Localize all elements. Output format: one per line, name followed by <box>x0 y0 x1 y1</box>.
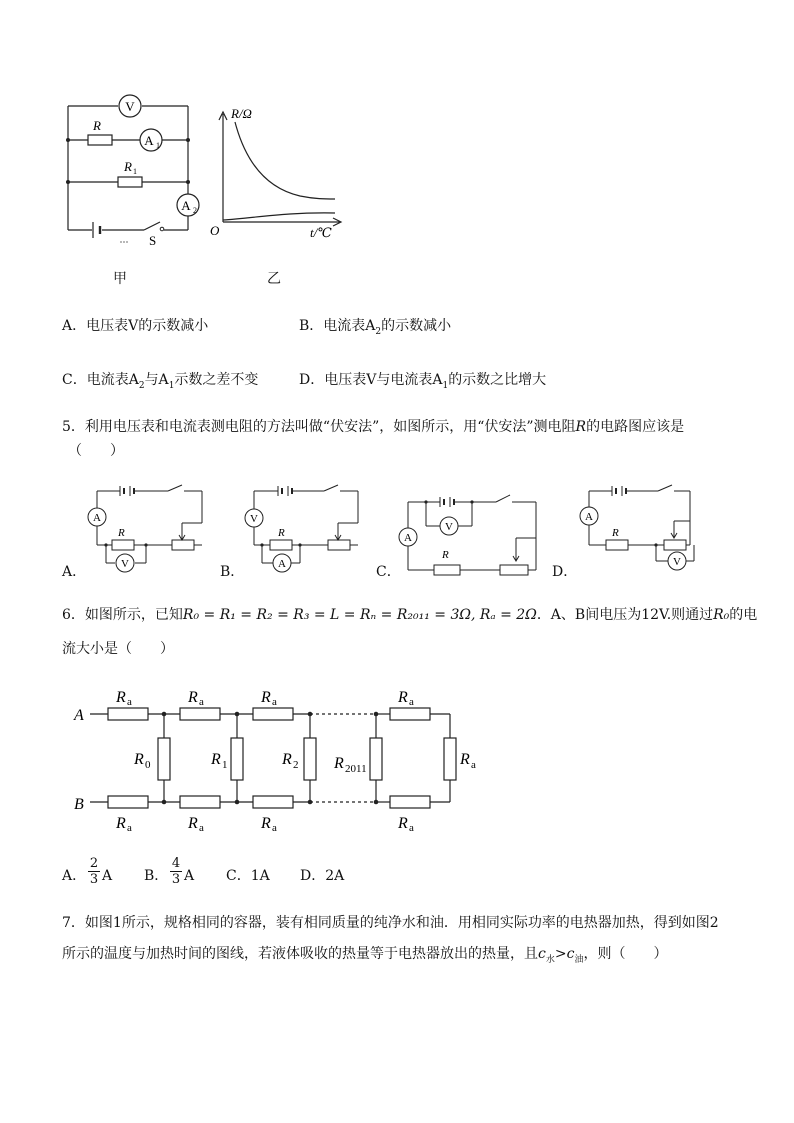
q4-option-b: B．电流表$A_2$的示数减小 <box>299 318 452 337</box>
q6-option-c: C．1A <box>226 868 270 884</box>
svg-text:a: a <box>272 822 277 834</box>
ra-label: R <box>188 689 198 706</box>
meter-v-icon: V <box>121 558 129 570</box>
svg-text:1: 1 <box>222 759 228 771</box>
q5-label-a: A． <box>62 564 87 580</box>
caption-yi: 乙 <box>267 271 281 287</box>
meter-v-icon: V <box>445 521 453 533</box>
ra-label: R <box>116 815 126 832</box>
resistor-label: R <box>442 549 449 561</box>
resistor-label: R <box>278 527 285 539</box>
q7-line2: 所示的温度与加热时间的图线，若液体吸收的热量等于电热器放出的热量，且$c_水>c_油$，则（ ） <box>62 946 668 965</box>
resistor-label: R <box>118 527 125 539</box>
node-b: B <box>74 796 84 813</box>
meter-v-icon: V <box>250 513 258 525</box>
svg-text:2: 2 <box>293 759 299 771</box>
r2011-label: R <box>334 755 344 772</box>
q6-option-b-unit: A <box>184 868 195 884</box>
ammeter-a2-label: A <box>181 198 191 213</box>
switch-label: S <box>149 233 157 248</box>
ammeter-a1-sub: 1 <box>156 141 160 150</box>
q5-label-d: D． <box>552 564 578 580</box>
resistor-r1-label: R <box>124 159 132 174</box>
ra-label: R <box>261 689 271 706</box>
svg-text:a: a <box>409 696 414 708</box>
q4-option-c: C．电流表$A_2$与$A_1$示数之差不变 <box>62 372 259 391</box>
svg-text:a: a <box>199 696 204 708</box>
q5-label-c: C． <box>376 564 401 580</box>
meter-a-icon: A <box>585 511 593 523</box>
voltmeter-label: V <box>125 99 135 114</box>
q6-option-b-fraction: 4 3 <box>171 856 181 887</box>
q5-circuit-a <box>80 483 210 578</box>
meter-v-icon: V <box>673 556 681 568</box>
ra-label: R <box>398 689 408 706</box>
circuit-jia <box>60 92 210 252</box>
meter-a-icon: A <box>93 512 101 524</box>
svg-text:a: a <box>127 822 132 834</box>
caption-jia: 甲 <box>113 271 127 287</box>
q4-option-d: D．电压表V与电流表$A_1$的示数之比增大 <box>299 372 547 391</box>
graph-origin: O <box>210 223 220 238</box>
q7-line1: 7．如图1所示，规格相同的容器，装有相同质量的纯净水和油．用相同实际功率的电热器加热，得到如图2 <box>62 915 719 931</box>
q5-label-b: B． <box>220 564 245 580</box>
q5-stem: 5．利用电压表和电流表测电阻的方法叫做“伏安法”，如图所示，用“伏安法”测电阻R的电路图应该是 <box>62 419 685 435</box>
r0-label: R <box>134 751 144 768</box>
ra-label: R <box>398 815 408 832</box>
resistor-label: R <box>612 527 619 539</box>
svg-text:a: a <box>409 822 414 834</box>
q5-circuit-b <box>240 483 370 578</box>
ra-label: R <box>116 689 126 706</box>
q6-ladder-circuit <box>70 682 490 840</box>
q6-option-a-label: A． <box>62 868 87 884</box>
node-a: A <box>74 707 84 724</box>
svg-text:a: a <box>199 822 204 834</box>
resistor-r-label: R <box>93 118 101 133</box>
ra-label: R <box>460 751 470 768</box>
q6-option-a-unit: A <box>102 868 113 884</box>
r1-label: R <box>211 751 221 768</box>
q4-option-a: A．电压表V的示数减小 <box>62 318 209 334</box>
q6-stem: 6．如图所示，已知R₀ = R₁ = R₂ = R₃ = L = Rₙ = R₂₀₁₁ = 3Ω, Rₐ = 2Ω．A、B间电压为12V.则通过R₀的电 <box>62 607 758 623</box>
meter-a-icon: A <box>404 532 412 544</box>
meter-a-icon: A <box>278 558 286 570</box>
graph-xlabel: t/℃ <box>310 225 332 240</box>
q6-option-a-fraction: 2 3 <box>89 856 99 887</box>
ra-label: R <box>188 815 198 832</box>
q6-stem-line2: 流大小是（ ） <box>62 641 174 657</box>
ra-label: R <box>261 815 271 832</box>
graph-yi <box>205 100 355 240</box>
svg-text:a: a <box>272 696 277 708</box>
ammeter-a2-sub: 2 <box>193 206 197 215</box>
graph-ylabel: R/Ω <box>231 106 252 121</box>
svg-text:0: 0 <box>145 759 151 771</box>
svg-text:a: a <box>471 759 476 771</box>
r2-label: R <box>282 751 292 768</box>
svg-text:a: a <box>127 696 132 708</box>
ammeter-a1-label: A <box>144 133 154 148</box>
q5-circuit-d <box>574 483 704 578</box>
q6-option-d: D．2A <box>300 868 345 884</box>
resistor-r1-sub: 1 <box>133 167 137 176</box>
q5-circuit-c <box>396 490 546 580</box>
svg-text:2011: 2011 <box>345 763 367 775</box>
q5-paren: （ ） <box>68 443 124 459</box>
q6-option-b-label: B． <box>144 868 169 884</box>
